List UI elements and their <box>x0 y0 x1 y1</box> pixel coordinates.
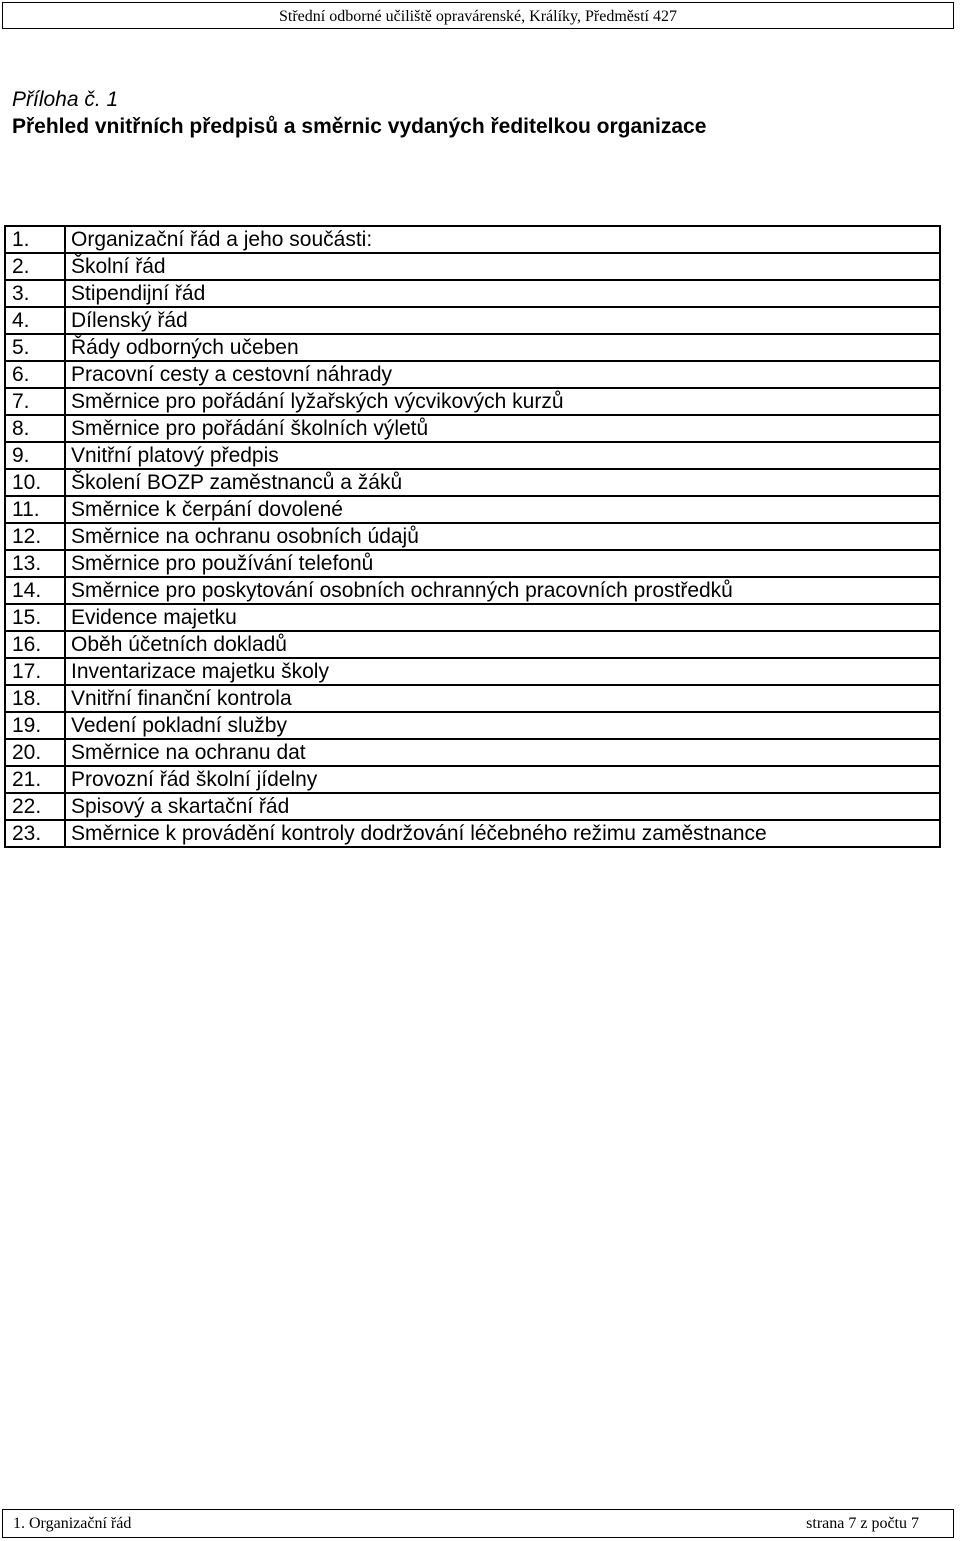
table-row <box>5 388 940 415</box>
table-row <box>5 415 940 442</box>
document-title: Přehled vnitřních předpisů a směrnic vydaných ředitelkou organizace <box>12 115 707 138</box>
table-row <box>5 712 940 739</box>
item-label: Organizační řád a jeho součásti: <box>65 226 940 253</box>
item-label: Vnitřní finanční kontrola <box>65 685 940 712</box>
table-row <box>5 793 940 820</box>
table-row <box>5 334 940 361</box>
item-label: Školní řád <box>65 253 940 280</box>
item-number: 20. <box>5 739 65 766</box>
item-label: Směrnice k provádění kontroly dodržování léčebného režimu zaměstnance <box>65 820 940 847</box>
footer-page-number: strana 7 z počtu 7 <box>806 1515 919 1532</box>
table-row <box>5 820 940 847</box>
item-label: Stipendijní řád <box>65 280 940 307</box>
item-number: 14. <box>5 577 65 604</box>
table-row <box>5 604 940 631</box>
item-number: 12. <box>5 523 65 550</box>
item-label: Směrnice pro poskytování osobních ochranných pracovních prostředků <box>65 577 940 604</box>
table-row <box>5 685 940 712</box>
item-number: 16. <box>5 631 65 658</box>
item-number: 21. <box>5 766 65 793</box>
table-row <box>5 280 940 307</box>
item-number: 17. <box>5 658 65 685</box>
item-label: Evidence majetku <box>65 604 940 631</box>
item-label: Směrnice na ochranu osobních údajů <box>65 523 940 550</box>
item-number: 4. <box>5 307 65 334</box>
table-row <box>5 496 940 523</box>
table-row <box>5 442 940 469</box>
item-number: 19. <box>5 712 65 739</box>
item-label: Vnitřní platový předpis <box>65 442 940 469</box>
table-row <box>5 550 940 577</box>
attachment-label: Příloha č. 1 <box>12 88 119 111</box>
item-label: Dílenský řád <box>65 307 940 334</box>
item-number: 5. <box>5 334 65 361</box>
footer-section-name: 1. Organizační řád <box>13 1515 132 1532</box>
item-label: Inventarizace majetku školy <box>65 658 940 685</box>
item-number: 13. <box>5 550 65 577</box>
directives-table <box>4 225 941 848</box>
item-number: 2. <box>5 253 65 280</box>
table-row <box>5 658 940 685</box>
table-row <box>5 469 940 496</box>
table-row <box>5 766 940 793</box>
item-number: 8. <box>5 415 65 442</box>
item-label: Směrnice na ochranu dat <box>65 739 940 766</box>
page-footer <box>2 1509 954 1538</box>
item-label: Pracovní cesty a cestovní náhrady <box>65 361 940 388</box>
table-row <box>5 739 940 766</box>
item-number: 9. <box>5 442 65 469</box>
item-label: Oběh účetních dokladů <box>65 631 940 658</box>
item-number: 7. <box>5 388 65 415</box>
table-row <box>5 631 940 658</box>
item-number: 11. <box>5 496 65 523</box>
item-number: 3. <box>5 280 65 307</box>
item-number: 23. <box>5 820 65 847</box>
item-label: Školení BOZP zaměstnanců a žáků <box>65 469 940 496</box>
item-number: 10. <box>5 469 65 496</box>
table-row <box>5 226 940 253</box>
item-label: Vedení pokladní služby <box>65 712 940 739</box>
item-label: Řády odborných učeben <box>65 334 940 361</box>
item-label: Provozní řád školní jídelny <box>65 766 940 793</box>
item-number: 18. <box>5 685 65 712</box>
page-header <box>2 2 954 29</box>
table-row <box>5 307 940 334</box>
item-label: Směrnice pro pořádání lyžařských výcvikových kurzů <box>65 388 940 415</box>
item-number: 1. <box>5 226 65 253</box>
item-number: 22. <box>5 793 65 820</box>
table-row <box>5 523 940 550</box>
item-label: Spisový a skartační řád <box>65 793 940 820</box>
item-label: Směrnice k čerpání dovolené <box>65 496 940 523</box>
item-number: 6. <box>5 361 65 388</box>
item-label: Směrnice pro pořádání školních výletů <box>65 415 940 442</box>
table-row <box>5 577 940 604</box>
directives-table-body <box>5 226 940 847</box>
table-row <box>5 361 940 388</box>
item-label: Směrnice pro používání telefonů <box>65 550 940 577</box>
table-row <box>5 253 940 280</box>
item-number: 15. <box>5 604 65 631</box>
header-text: Střední odborné učiliště opravárenské, Králíky, Předměstí 427 <box>279 8 677 25</box>
